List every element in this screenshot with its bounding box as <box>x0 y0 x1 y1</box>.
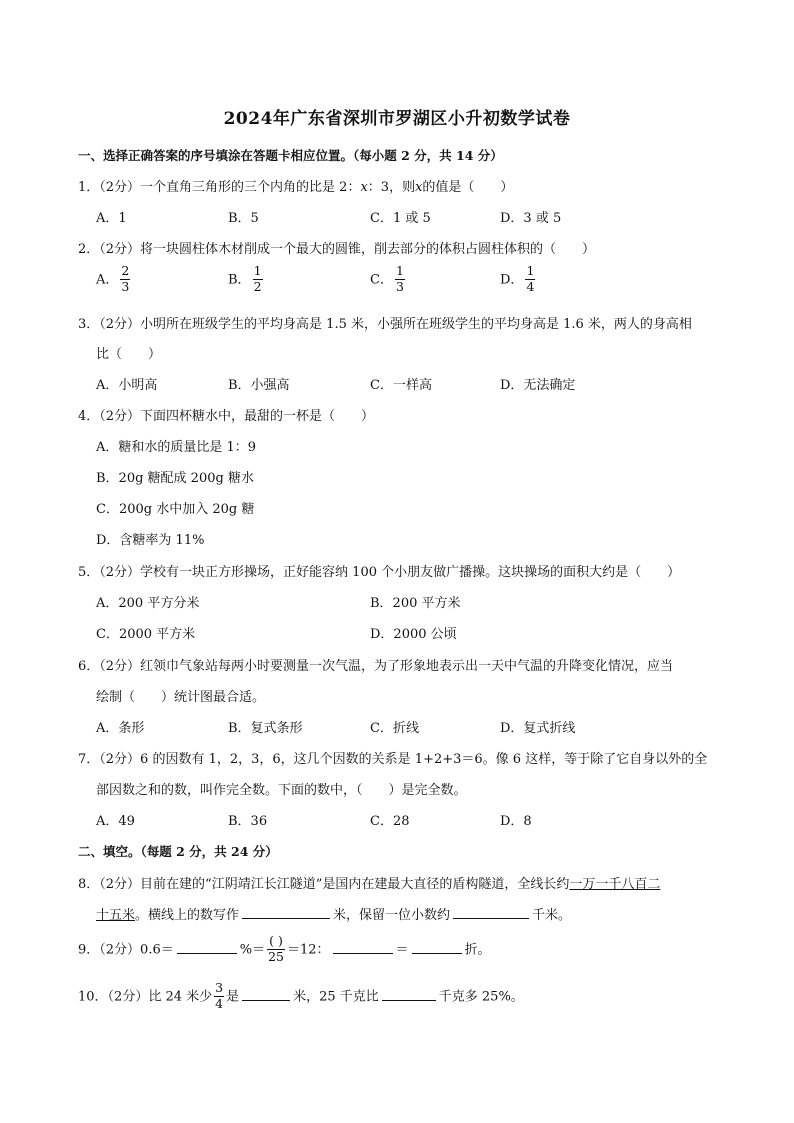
question-1-var-2: x <box>415 180 423 195</box>
question-5-option-a[interactable]: A．200 平方分米 <box>96 596 200 611</box>
question-6-line-1: 6．（2分）红领巾气象站每两小时要测量一次气温，为了形象地表示出一天中气温的升降变化情况，应当 <box>78 659 674 674</box>
question-2-option-c-label: C． <box>370 272 393 288</box>
question-10-blank-1[interactable] <box>242 986 290 1001</box>
question-3-option-b[interactable]: B．小强高 <box>228 378 290 393</box>
question-8-blank-1[interactable] <box>242 904 330 919</box>
question-9 <box>78 933 491 964</box>
question-4-option-c[interactable]: C．200g 水中加入 20g 糖 <box>96 502 255 517</box>
question-3-option-d[interactable]: D．无法确定 <box>500 378 576 393</box>
question-10-text-a: 10．（2分）比 24 米少 <box>78 989 213 1005</box>
question-8-line-2 <box>96 904 571 923</box>
question-7-option-c[interactable]: C．28 <box>370 814 410 829</box>
question-8-text: 8．（2分）目前在建的“江阴靖江长江隧道”是国内在建最大直径的盾构隧道，全线长约 <box>78 877 570 892</box>
question-4-option-a[interactable]: A．糖和水的质量比是 1：9 <box>96 440 257 455</box>
fraction-denominator: 2 <box>253 278 262 294</box>
question-5-option-b[interactable]: B．200 平方米 <box>370 596 461 611</box>
question-8-text-c: 米，保留一位小数约 <box>333 908 451 923</box>
question-7-line-2: 部因数之和的数，叫作完全数。下面的数中，（ ）是完全数。 <box>96 783 467 798</box>
question-10 <box>78 980 524 1011</box>
question-1 <box>78 176 513 195</box>
question-1-option-a[interactable]: A．1 <box>96 211 127 226</box>
question-3-option-c[interactable]: C．一样高 <box>370 378 432 393</box>
question-2-option-c-fraction <box>395 265 405 293</box>
question-7-line-1: 7．（2分）6 的因数有 1，2，3，6，这几个因数的关系是 1+2+3＝6。像 6 这样，等于除了它自身以外的全 <box>78 752 708 767</box>
question-9-text-c: ＝12： <box>286 942 330 958</box>
question-10-text-b: 是 <box>226 989 240 1005</box>
question-4-option-d[interactable]: D．含糖率为 11% <box>96 533 205 548</box>
question-1-text-a: 1．（2分）一个直角三角形的三个内角的比是 2： <box>78 180 361 195</box>
question-6-option-a[interactable]: A．条形 <box>96 721 145 736</box>
fraction-numerator: 3 <box>215 980 224 995</box>
question-2: 2．（2分）将一块圆柱体木材削成一个最大的圆锥，削去部分的体积占圆柱体积的（ ） <box>78 242 596 257</box>
question-4-option-b[interactable]: B．20g 糖配成 200g 糖水 <box>96 471 254 486</box>
fraction-numerator: 2 <box>121 263 130 278</box>
question-6-option-c[interactable]: C．折线 <box>370 721 419 736</box>
question-9-blank-3[interactable] <box>412 939 462 954</box>
question-3-line-2: 比（ ） <box>96 347 162 362</box>
fraction-numerator: 1 <box>526 263 535 278</box>
fraction-denominator: 25 <box>268 948 284 964</box>
question-9-text-a: 9．（2分）0.6＝ <box>78 942 174 958</box>
question-1-option-d[interactable]: D．3 或 5 <box>500 211 562 226</box>
question-2-option-b-fraction <box>253 265 263 293</box>
question-10-fraction <box>214 982 224 1010</box>
question-10-blank-2[interactable] <box>382 986 436 1001</box>
question-3-option-a[interactable]: A．小明高 <box>96 378 158 393</box>
question-4: 4．（2分）下面四杯糖水中，最甜的一杯是（ ） <box>78 409 375 424</box>
fraction-denominator: 4 <box>526 278 535 294</box>
question-3-line-1: 3．（2分）小明所在班级学生的平均身高是 1.5 米，小强所在班级学生的平均身高是 1.6 米，两人的身高相 <box>78 317 692 332</box>
page-title: 2024年广东省深圳市罗湖区小升初数学试卷 <box>223 109 571 129</box>
question-2-option-c[interactable] <box>370 263 407 294</box>
question-8-underlined-number: 一万一千八百二 <box>569 877 661 892</box>
section-2-heading: 二、填空。（每题 2 分，共 24 分） <box>78 844 278 859</box>
fraction-numerator: ( ) <box>267 935 285 950</box>
question-6-option-d[interactable]: D．复式折线 <box>500 721 576 736</box>
question-2-option-d-fraction <box>525 265 535 293</box>
question-1-option-b[interactable]: B．5 <box>228 211 259 226</box>
question-2-option-d-label: D． <box>500 272 524 288</box>
question-8-text-d: 千米。 <box>532 908 572 923</box>
question-1-var: x <box>360 180 368 195</box>
question-2-option-d[interactable] <box>500 263 537 294</box>
question-8-text-b: 。横线上的数写作 <box>135 908 240 923</box>
question-9-fraction <box>267 935 285 963</box>
question-2-option-a-label: A． <box>96 272 119 288</box>
fraction-numerator: 1 <box>253 263 262 278</box>
question-2-option-a[interactable] <box>96 263 132 294</box>
question-9-text-b: %＝ <box>239 942 266 958</box>
question-6-option-b[interactable]: B．复式条形 <box>228 721 303 736</box>
question-8-line-1 <box>78 873 660 892</box>
section-1-heading: 一、选择正确答案的序号填涂在答题卡相应位置。（每小题 2 分，共 14 分） <box>78 148 503 163</box>
question-7-option-d[interactable]: D．8 <box>500 814 532 829</box>
question-9-blank-2[interactable] <box>333 939 393 954</box>
question-7-option-b[interactable]: B．36 <box>228 814 268 829</box>
fraction-denominator: 3 <box>395 278 404 294</box>
question-1-option-c[interactable]: C．1 或 5 <box>370 211 431 226</box>
fraction-denominator: 4 <box>215 995 224 1011</box>
question-5-option-d[interactable]: D．2000 公顷 <box>370 627 457 642</box>
question-9-blank-1[interactable] <box>177 939 237 954</box>
question-10-text-c: 米，25 千克比 <box>293 989 379 1005</box>
question-5-option-c[interactable]: C．2000 平方米 <box>96 627 196 642</box>
question-9-text-e: 折。 <box>464 942 491 958</box>
question-5: 5．（2分）学校有一块正方形操场，正好能容纳 100 个小朋友做广播操。这块操场的面积大约是（ ） <box>78 565 681 580</box>
question-6-line-2: 绘制（ ）统计图最合适。 <box>96 690 266 705</box>
question-2-option-b[interactable] <box>228 263 265 294</box>
fraction-denominator: 3 <box>121 278 130 294</box>
fraction-numerator: 1 <box>395 263 404 278</box>
question-1-text-b: ：3，则 <box>367 180 416 195</box>
question-1-text-c: 的值是（ ） <box>422 180 514 195</box>
question-8-blank-2[interactable] <box>453 904 529 919</box>
question-10-text-d: 千克多 25%。 <box>438 989 524 1005</box>
question-2-option-b-label: B． <box>228 272 251 288</box>
question-7-option-a[interactable]: A．49 <box>96 814 135 829</box>
question-9-text-d: ＝ <box>395 942 409 958</box>
question-2-option-a-fraction <box>120 265 130 293</box>
question-8-underlined-number-end: 十五米 <box>96 908 136 923</box>
